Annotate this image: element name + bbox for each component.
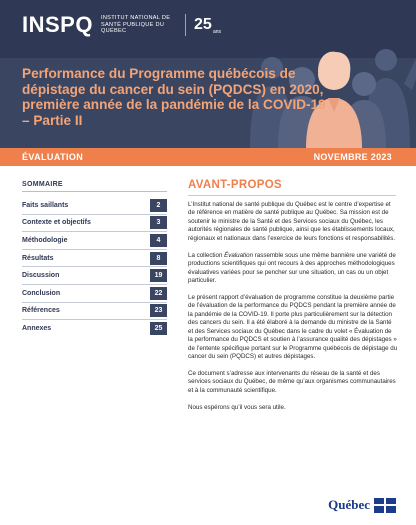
inspq-logo: [22, 12, 222, 38]
toc-entry-methodologie[interactable]: [22, 232, 167, 250]
report-title: Performance du Programme québécois de dépistage du cancer du sein (PQDCS) en 2020, première année de la pandémie de la COVID-19 – Partie II: [22, 66, 326, 128]
category-label: ÉVALUATION: [22, 152, 84, 162]
toc-entry-label: Contexte et objectifs: [22, 219, 91, 227]
foreword-text: rassemble sous une même bannière une variété de productions scientifiques qui ont recours à des approches méthodologiques évaluatives variées pour se pencher sur une situation, un cas ou un objet particulier.: [188, 251, 396, 285]
toc-page-number: 3: [150, 216, 167, 229]
category-bar: [0, 148, 416, 166]
table-of-contents: [22, 197, 167, 338]
toc-page-number: 2: [150, 199, 167, 212]
toc-heading: SOMMAIRE: [22, 181, 63, 188]
logo-institution-name: INSTITUT NATIONAL DE SANTÉ PUBLIQUE DU QUÉBEC: [100, 15, 171, 35]
toc-entry-label: Annexes: [22, 325, 52, 333]
toc-page-number: 25: [150, 322, 167, 335]
anniversary-suffix: ans: [212, 29, 222, 35]
toc-page-number: 4: [150, 234, 167, 247]
foreword-heading: AVANT-PROPOS: [188, 179, 282, 191]
toc-entry-contexte[interactable]: [22, 215, 167, 233]
toc-entry-references[interactable]: [22, 303, 167, 321]
logo-wordmark: INSPQ: [22, 12, 93, 37]
foreword-text: La collection: [188, 251, 225, 259]
toc-entry-conclusion[interactable]: [22, 285, 167, 303]
toc-page-number: 22: [150, 287, 167, 300]
toc-divider: [22, 191, 167, 192]
toc-entry-label: Références: [22, 307, 60, 315]
toc-entry-label: Conclusion: [22, 289, 61, 297]
quebec-wordmark: Québec: [328, 497, 370, 512]
toc-page-number: 23: [150, 304, 167, 317]
anniversary-years: 25: [193, 16, 212, 33]
toc-entry-label: Méthodologie: [22, 236, 68, 244]
quebec-logo: [328, 497, 396, 513]
toc-page-number: 19: [150, 269, 167, 282]
publication-date: NOVEMBRE 2023: [313, 152, 392, 162]
toc-entry-resultats[interactable]: [22, 250, 167, 268]
quebec-flag-icon: [374, 498, 396, 513]
foreword-paragraph: Nous espérons qu’il vous sera utile.: [188, 403, 286, 411]
foreword-paragraph: [188, 252, 398, 286]
cover-header: [0, 0, 416, 148]
toc-page-number: 8: [150, 252, 167, 265]
toc-entry-label: Discussion: [22, 272, 60, 280]
anniversary-badge: [193, 16, 222, 35]
foreword-divider: [188, 195, 396, 196]
toc-entry-discussion[interactable]: [22, 267, 167, 285]
logo-divider: [185, 14, 186, 36]
toc-entry-label: Faits saillants: [22, 201, 69, 209]
foreword-paragraph: L’Institut national de santé publique du Québec est le centre d’expertise et de référence en matière de santé publique au Québec. Sa mission est de soutenir le ministre de la Santé et des Services sociaux du Québec, les autorités régionales de santé publique, ainsi que les établissements locaux, régionaux et nationaux dans l’exercice de leurs fonctions et responsabilités.: [188, 201, 396, 242]
collection-name: Évaluation: [224, 251, 254, 259]
toc-entry-label: Résultats: [22, 254, 54, 262]
foreword-paragraph: Le présent rapport d’évaluation de programme constitue la deuxième partie de l’évaluation de la performance du PQDCS pendant la première année de la pandémie de la COVID-19. Il porte plus particulièrement sur la détection des cancers du sein. Il a été élaboré à la demande du ministre de la Santé et des Services sociaux du Québec dans le cadre du volet « Évaluation de la performance du PQDCS et soutien à l’assurance qualité des dépistages » de l’entente spécifique portant sur le Programme québécois de dépistage du cancer du sein (PQDCS) et autres dépistages.: [188, 293, 398, 361]
foreword-body: [188, 201, 398, 412]
toc-entry-annexes[interactable]: [22, 320, 167, 338]
foreword-paragraph: Ce document s’adresse aux intervenants du réseau de la santé et des services sociaux du Québec, de même qu’aux organismes communautaires et à la communauté scientifique.: [188, 369, 396, 394]
toc-entry-faits-saillants[interactable]: [22, 197, 167, 215]
